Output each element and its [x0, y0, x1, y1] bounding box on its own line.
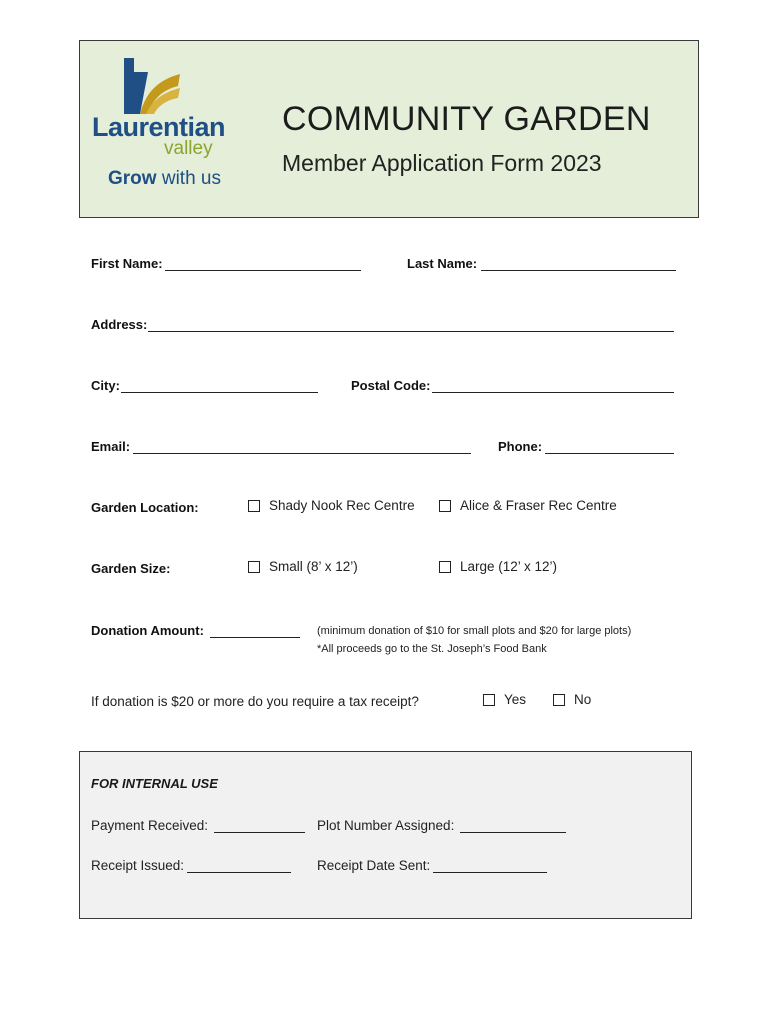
receipt-issued-label: Receipt Issued:	[91, 858, 185, 873]
postal-code-text: Postal Code	[351, 378, 427, 393]
tax-receipt-no[interactable]	[553, 692, 591, 707]
option-label: No	[574, 692, 592, 707]
donation-amount-text: Donation Amount	[91, 623, 200, 638]
internal-use-title: FOR INTERNAL USE	[91, 776, 218, 791]
colon: :	[125, 439, 131, 454]
colon: :	[426, 378, 431, 393]
last-name-field[interactable]	[481, 270, 676, 271]
logo-tagline-rest: with us	[156, 168, 221, 189]
location-option-alice-fraser[interactable]	[439, 498, 617, 513]
plot-number-field[interactable]	[460, 832, 566, 833]
tax-receipt-yes[interactable]	[483, 692, 526, 707]
email-label	[91, 439, 130, 454]
checkbox[interactable]	[248, 500, 260, 512]
checkbox[interactable]	[439, 561, 451, 573]
checkbox[interactable]	[483, 694, 495, 706]
option-label: Large (12’ x 12’)	[460, 559, 558, 574]
address-field[interactable]	[148, 331, 674, 332]
colon: :	[143, 317, 148, 332]
postal-code-field[interactable]	[432, 392, 674, 393]
first-name-text: First Name	[91, 256, 159, 271]
location-option-shady-nook[interactable]	[248, 498, 415, 513]
size-option-small[interactable]	[248, 559, 358, 574]
option-label: Yes	[504, 692, 527, 707]
logo-tagline	[108, 168, 221, 190]
phone-label	[498, 439, 542, 454]
first-name-label	[91, 256, 163, 271]
tax-receipt-question: If donation is $20 or more do you require a tax receipt?	[91, 694, 419, 709]
size-option-large[interactable]	[439, 559, 557, 574]
email-text: Email	[91, 439, 126, 454]
receipt-issued-field[interactable]	[187, 872, 291, 873]
garden-size-label: Garden Size:	[91, 561, 171, 576]
last-name-label	[407, 256, 477, 271]
option-label: Shady Nook Rec Centre	[269, 498, 415, 513]
donation-amount-label	[91, 623, 204, 638]
donation-amount-field[interactable]	[210, 637, 300, 638]
logo-tagline-bold: Grow	[108, 168, 157, 189]
colon: :	[158, 256, 163, 271]
page-title: COMMUNITY GARDEN	[282, 100, 651, 138]
checkbox[interactable]	[439, 500, 451, 512]
checkbox[interactable]	[248, 561, 260, 573]
page-subtitle: Member Application Form 2023	[282, 150, 602, 176]
city-label	[91, 378, 120, 393]
receipt-date-field[interactable]	[433, 872, 547, 873]
logo-brand-sub: valley	[164, 138, 213, 159]
colon: :	[472, 256, 478, 271]
last-name-text: Last Name	[407, 256, 473, 271]
payment-received-field[interactable]	[214, 832, 305, 833]
first-name-field[interactable]	[165, 270, 361, 271]
plot-number-label: Plot Number Assigned:	[317, 818, 455, 833]
option-label: Small (8’ x 12’)	[269, 559, 358, 574]
address-label	[91, 317, 147, 332]
email-field[interactable]	[133, 453, 471, 454]
donation-note-proceeds: *All proceeds go to the St. Joseph’s Food Bank	[317, 643, 547, 655]
receipt-date-label: Receipt Date Sent:	[317, 858, 431, 873]
postal-code-label	[351, 378, 430, 393]
phone-field[interactable]	[545, 453, 674, 454]
checkbox[interactable]	[553, 694, 565, 706]
city-field[interactable]	[121, 392, 318, 393]
address-text: Address	[91, 317, 144, 332]
city-text: City	[91, 378, 116, 393]
colon: :	[537, 439, 543, 454]
payment-received-label: Payment Received:	[91, 818, 209, 833]
garden-location-label: Garden Location:	[91, 500, 199, 515]
colon: :	[199, 623, 204, 638]
logo-brand: Laurentian	[92, 112, 226, 142]
logo	[88, 52, 258, 202]
option-label: Alice & Fraser Rec Centre	[460, 498, 617, 513]
donation-note-minimum: (minimum donation of $10 for small plots and $20 for large plots)	[317, 625, 632, 637]
phone-text: Phone	[498, 439, 538, 454]
colon: :	[115, 378, 120, 393]
